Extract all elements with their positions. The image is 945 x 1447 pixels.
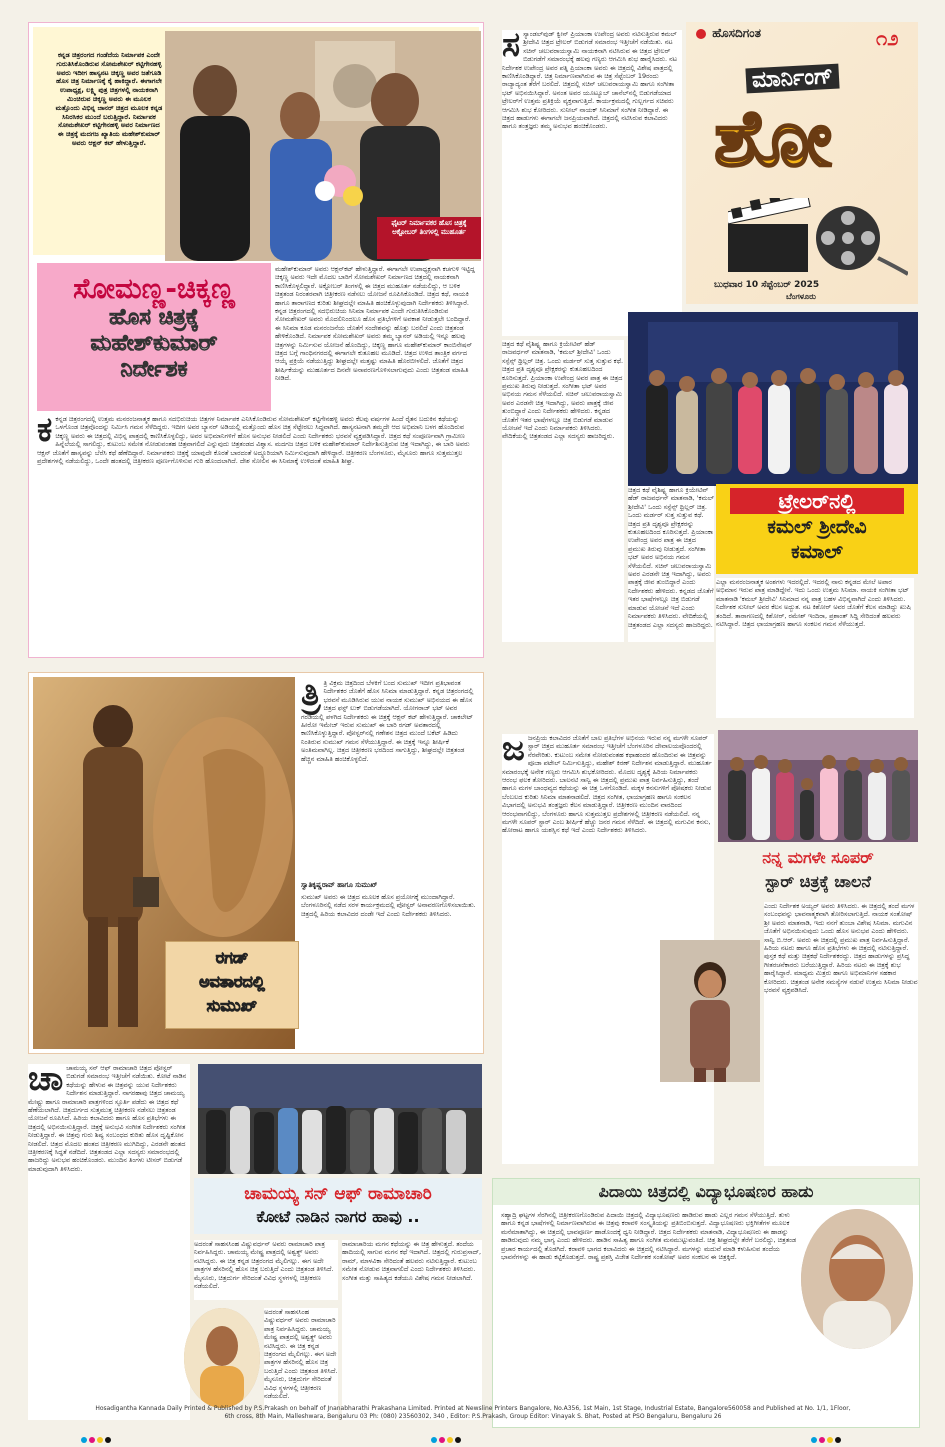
sumukh-subhead: ಸ್ವಾತಿಕೃಷ್ಣರಾವ್ ಹಾಗೂ ಸುಮುಖ್ <box>301 881 378 889</box>
muhurtha-photo <box>718 730 918 842</box>
dropcap-letter: ಜ <box>502 734 525 769</box>
brand-name: ಹೊಸದಿಗಂತ <box>712 26 761 40</box>
story4-headline-line1: ನನ್ನ ಮಗಳೇ ಸೂಪರ್ <box>762 848 874 867</box>
story4-body-right: ಎಂದು ನಿರ್ದೇಶಕ ಅಯ್ಯರ್ ಅವರು ತಿಳಿಸಿದರು. ಈ ಚಿತ್ರದಲ್ಲಿ ತಂದೆ ಮಗಳ ಸಂಬಂಧವನ್ನು ಭಾವನಾತ್ಮಕವಾಗಿ ತೋರಿಸಲಾಗುತ್ತಿದೆ. ನಾಯಕ ಸಂತೋಷ್ ಶ್ರೀ ಅವರು ಮಾತನಾಡಿ, ಇದು ನನಗೆ ತುಂಬಾ ವಿಶೇಷ ಸಿನಿಮಾ. ಮಗುವಿನ ಜೊತೆಗೆ ಅಭಿನಯಿಸುವುದು ಒಂದು ಹೊಸ ಅನುಭವ ಎಂದು ಹೇಳಿದರು. ಸಾನ್ವಿ ಬಿ.ಆರ್. ಅವರು ಈ ಚಿತ್ರದಲ್ಲಿ ಪ್ರಮುಖ ಪಾತ್ರ ನಿರ್ವಹಿಸುತ್ತಿದ್ದಾರೆ. ಹಿರಿಯ ನಟರು ಹಾಗೂ ಹೊಸ ಪ್ರತಿಭೆಗಳು ಈ ಚಿತ್ರದಲ್ಲಿ ನಟಿಸುತ್ತಿದ್ದಾರೆ. ಪುಸ್ತಕ ಕಥೆ ಮತ್ತು ಚಿತ್ರಕಥೆ ನಿರ್ದೇಶಕರದ್ದು. ಚಿತ್ರದ ಹಾಡುಗಳನ್ನು ಪ್ರಸಿದ್ಧ ಗೀತರಚನೆಕಾರರು ಬರೆಯುತ್ತಿದ್ದಾರೆ. ಹಿರಿಯ ನಟರು ಈ ಚಿತ್ರಕ್ಕೆ ಶುಭ ಹಾರೈಸಿದ್ದಾರೆ. ಮಾಧ್ಯಮ ಮಿತ್ರರು ಹಾಗೂ ಅಭಿಮಾನಿಗಳ ಸಹಕಾರ ಕೋರಿದರು. ಚಿತ್ರತಂಡ ಅನೇಕ ಸಮಸ್ಯೆಗಳ ನಡುವೆ ಉತ್ತಮ ಸಿನಿಮಾ ನೀಡುವ ಭರವಸೆ ವ್ಯಕ್ತಪಡಿಸಿದೆ. <box>764 902 918 1166</box>
director-portrait <box>184 1308 260 1408</box>
issue-city: ಬೆಂಗಳೂರು <box>786 292 816 301</box>
trailer-event-photo <box>628 312 918 486</box>
sumukh-headline-line2: ಅವತಾರದಲ್ಲಿ <box>199 972 265 991</box>
vidyabhushana-portrait <box>801 1209 913 1349</box>
child-photo <box>660 940 760 1082</box>
story-nanna-magale <box>492 730 918 1170</box>
story-body-right: ಮಹೇಶ್‌ಕುಮಾರ್ ಅವರು ಆಕ್ಷನ್‌ಕಟ್ ಹೇಳುತ್ತಿದ್ದಾರೆ. ಈಗಾಗಲೇ ಉಪಾಧ್ಯಕ್ಷನಾಗಿ ಕಚಗುಳಿ ಇಟ್ಟಿದ್ದ ಚಿಕ್ಕಣ್ಣ ಅವರು ಇದೇ ಮೊದಲ ಬಾರಿಗೆ ಸೋಮಶೇಖರ್ ನಿರ್ಮಾಣದ ಚಿತ್ರದಲ್ಲಿ ನಾಯಕನಾಗಿ ಕಾಣಿಸಿಕೊಳ್ಳಲಿದ್ದಾರೆ. ಅಕ್ಟೋಬರ್ ತಿಂಗಳಲ್ಲಿ ಈ ಚಿತ್ರದ ಮುಹೂರ್ತ ನಡೆಯಲಿದ್ದು, ಆ ಬಳಿಕ ಚಿತ್ರತಂಡ ನಿರಂತರವಾಗಿ ಚಿತ್ರೀಕರಣ ನಡೆಸಲು ಯೋಜನೆ ರೂಪಿಸಿಕೊಂಡಿದೆ. ಚಿತ್ರದ ಕಥೆ, ನಾಯಕಿ ಹಾಗೂ ತಾರಾಗಣದ ಕುರಿತು ಶೀಘ್ರದಲ್ಲೇ ಮಾಹಿತಿ ಹಂಚಿಕೊಳ್ಳುವುದಾಗಿ ನಿರ್ದೇಶಕರು ತಿಳಿಸಿದ್ದಾರೆ. ಕನ್ನಡ ಚಿತ್ರರಂಗದಲ್ಲಿ ಸದಭಿರುಚಿಯ ಸಿನಿಮಾ ನಿರ್ಮಾಪಕ ಎಂದೇ ಗುರುತಿಸಿಕೊಂಡಿರುವ ಸೋಮಶೇಖರ್ ಅವರು ಮೊದಲಿನಿಂದಲೂ ಹೊಸ ಪ್ರತಿಭೆಗಳಿಗೆ ಅವಕಾಶ ನೀಡುತ್ತಲೇ ಬಂದಿದ್ದಾರೆ. ಈ ಸಿನಿಮಾ ಕೂಡ ಮನರಂಜನೆಯ ಜೊತೆಗೆ ಸಂದೇಶವನ್ನು ಹೊತ್ತು ಬರಲಿದೆ ಎಂದು ಚಿತ್ರತಂಡ ಹೇಳಿಕೊಂಡಿದೆ. ನಿರ್ಮಾಪಕ ಸೋಮಶೇಖರ್ ಅವರು ತಮ್ಮ ಬ್ಯಾನರ್ ಅಡಿಯಲ್ಲಿ ಇನ್ನೂ ಹಲವು ಚಿತ್ರಗಳನ್ನು ನಿರ್ಮಿಸುವ ಯೋಜನೆ ಹೊಂದಿದ್ದು, ಚಿಕ್ಕಣ್ಣ ಹಾಗೂ ಮಹೇಶ್‌ಕುಮಾರ್ ಕಾಂಬಿನೇಷನ್ ಚಿತ್ರದ ಬಗ್ಗೆ ಗಾಂಧಿನಗರದಲ್ಲಿ ಈಗಾಗಲೇ ಕುತೂಹಲ ಮೂಡಿದೆ. ಚಿತ್ರದ ಉಳಿದ ತಾಂತ್ರಿಕ ವರ್ಗದ ಆಯ್ಕೆ ಪ್ರಕ್ರಿಯೆ ನಡೆಯುತ್ತಿದ್ದು ಶೀಘ್ರದಲ್ಲೇ ಮತ್ತಷ್ಟು ಮಾಹಿತಿ ಹೊರಬೀಳಲಿದೆ. ಜೊತೆಗೆ ಚಿತ್ರದ ಶೀರ್ಷಿಕೆಯನ್ನು ಮುಹೂರ್ತದ ದಿನವೇ ಅನಾವರಣಗೊಳಿಸಲಾಗುವುದು ಎಂದು ಚಿತ್ರತಂಡ ಮಾಹಿತಿ ನೀಡಿದೆ. <box>275 265 475 383</box>
story4-headline-line2: ಸ್ಟಾರ್ ಚಿತ್ರಕ್ಕೆ ಚಾಲನೆ <box>765 872 871 891</box>
story2-body-col1-text: ಸ್ಯಾಂಡಲ್‌ವುಡ್ ಕ್ವೀನ್ ಪ್ರಿಯಾಂಕಾ ಉಪೇಂದ್ರ ಅವರು ನಟಿಸುತ್ತಿರುವ ಕಮಲ್ ಶ್ರೀದೇವಿ ಚಿತ್ರದ ಟ್ರೇಲರ್ ಬಿಡುಗಡೆ ಸಮಾರಂಭ ಇತ್ತೀಚೆಗೆ ನಡೆಯಿತು. ನಟ ಸಚಿನ್ ಚಲುವರಾಯಸ್ವಾಮಿ ನಾಯಕನಾಗಿ ನಟಿಸಿರುವ ಈ ಚಿತ್ರದ ಟ್ರೇಲರ್ ಬಿಡುಗಡೆಗೆ ಸಮಾರಂಭಕ್ಕೆ ಹಲವು ಗಣ್ಯರು ಆಗಮಿಸಿ ಶುಭ ಹಾರೈಸಿದರು. ನಟ ನಿರ್ದೇಶಕ ಉಪೇಂದ್ರ ಅವರ ಪತ್ನಿ ಪ್ರಿಯಾಂಕಾ ಅವರು ಈ ಚಿತ್ರದಲ್ಲಿ ವಿಶೇಷ ಪಾತ್ರದಲ್ಲಿ ಕಾಣಿಸಿಕೊಂಡಿದ್ದಾರೆ. ಚಿತ್ರ ನಿರ್ಮಾಣವಾಗಿರುವ ಈ ಚಿತ್ರ ಸೆಪ್ಟೆಂಬರ್ 19ರಂದು ರಾಜ್ಯಾದ್ಯಂತ ತೆರೆಗೆ ಬರಲಿದೆ. ಚಿತ್ರದಲ್ಲಿ ಸಚಿನ್ ಚಲುವರಾಯಸ್ವಾಮಿ ಹಾಗೂ ಸಂಗೀತಾ ಭಟ್ ಅಭಿನಯಿಸಿದ್ದಾರೆ. ಅನಂತ ಅವರ ಯೂಟ್ಯೂಬ್ ಚಾನೆಲ್‌ನಲ್ಲಿ ಬಿಡುಗಡೆಯಾದ ಟ್ರೇಲರ್‌ಗೆ ಉತ್ತಮ ಪ್ರತಿಕ್ರಿಯೆ ವ್ಯಕ್ತವಾಗುತ್ತಿದೆ. ಕಾರ್ಯಕ್ರಮದಲ್ಲಿ ಗುಲ್ಬರ್ಗದ ಸಚಿವರು ಆಗಮಿಸಿ ಶುಭ ಕೋರಿದರು. ಸುನೀಲ್ ನಾಯಕ್ ಸಿನಿಮಾಗೆ ಸಂಗೀತ ನೀಡಿದ್ದಾರೆ. ಈ ಚಿತ್ರದ ಹಾಡುಗಳು ಈಗಾಗಲೇ ಜನಪ್ರಿಯವಾಗಿದೆ. ಚಿತ್ರದಲ್ಲಿ ನಟಿಸಿರುವ ಕಲಾವಿದರು ಹಾಗೂ ತಂತ್ರಜ್ಞರು ತಮ್ಮ ಅನುಭವ ಹಂಚಿಕೊಂಡರು. <box>502 30 678 131</box>
story-somanna-chikkanna <box>28 22 484 658</box>
imprint-line2: 6th cross, 8th Main, Malleshwara, Bengaluru 03 Ph: (080) 23560302, 340 , Editor: P.S.Prakash, Group Editor: Vinayak S. Bhat, Posted at PSO Bengaluru, Bengaluru 26 <box>224 1413 722 1420</box>
sumukh-headline-line3: ಸುಮುಖ್ <box>206 996 258 1015</box>
story2-headline-box <box>716 484 918 574</box>
headline-line2: ಹೊಸ ಚಿತ್ರಕ್ಕೆ <box>109 305 199 330</box>
dropcap-letter: ಚಾ <box>28 1064 64 1099</box>
director-portrait-illustration <box>184 1308 260 1408</box>
section-title-line2: ಶೋ <box>714 94 831 184</box>
sumukh-body2: ಸುಮುಖ್ ಅವರು ಈ ಚಿತ್ರದ ಮೂಲಕ ಹೊಸ ಪ್ರಯೋಗಕ್ಕೆ ಮುಂದಾಗಿದ್ದಾರೆ. ಬೆಂಗಳೂರಿನಲ್ಲಿ ನಡೆದ ಸರಳ ಕಾರ್ಯಕ್ರಮದಲ್ಲಿ ಪೋಸ್ಟರ್ ಅನಾವರಣಗೊಳಿಸಲಾಯಿತು. ಚಿತ್ರದಲ್ಲಿ ಹಿರಿಯ ಕಲಾವಿದರ ದಂಡೇ ಇದೆ ಎಂದು ನಿರ್ದೇಶಕರು ತಿಳಿಸಿದರು. <box>301 893 476 918</box>
dropcap-letter: ತ್ರಿ <box>301 679 321 714</box>
vidyabhushana-illustration <box>801 1209 913 1349</box>
story6-body: ಸಹ್ಯಾದ್ರಿ ಘಟ್ಟಗಳ ಸೆರಗಿನಲ್ಲಿ ಚಿತ್ರೀಕರಣಗೊಂಡಿರುವ ಪಿದಾಯಿ ಚಿತ್ರದಲ್ಲಿ ವಿದ್ಯಾಭೂಷಣರು ಹಾಡಿರುವ ಹಾಡು ಎಲ್ಲರ ಗಮನ ಸೆಳೆಯುತ್ತಿದೆ. ತುಳು ಹಾಗೂ ಕನ್ನಡ ಭಾಷೆಗಳಲ್ಲಿ ನಿರ್ಮಾಣವಾಗಿರುವ ಈ ಚಿತ್ರವು ಕರಾವಳಿ ಸಂಸ್ಕೃತಿಯನ್ನು ಪ್ರತಿಬಿಂಬಿಸುತ್ತದೆ. ವಿದ್ಯಾಭೂಷಣರು ಭಕ್ತಿಗೀತೆಗಳ ಮೂಲಕ ಮನೆಮಾತಾಗಿದ್ದು, ಈ ಚಿತ್ರದಲ್ಲಿ ಭಾವಪೂರ್ಣ ಹಾಡೊಂದಕ್ಕೆ ಧ್ವನಿ ನೀಡಿದ್ದಾರೆ. ಚಿತ್ರದ ನಿರ್ದೇಶಕರು ಮಾತನಾಡಿ, ವಿದ್ಯಾಭೂಷಣರು ಈ ಹಾಡನ್ನು ಹಾಡಿರುವುದು ನಮ್ಮ ಭಾಗ್ಯ ಎಂದು ಹೇಳಿದರು. ಹಾಡಿನ ಸಾಹಿತ್ಯ ಹಾಗೂ ಸಂಗೀತ ಮನಮುಟ್ಟುವಂತಿದೆ. ಚಿತ್ರ ಶೀಘ್ರದಲ್ಲೇ ತೆರೆಗೆ ಬರಲಿದ್ದು, ಚಿತ್ರತಂಡ ಪ್ರಚಾರ ಕಾರ್ಯದಲ್ಲಿ ತೊಡಗಿದೆ. ಕರಾವಳಿ ಭಾಗದ ಕಲಾವಿದರು ಈ ಚಿತ್ರದಲ್ಲಿ ನಟಿಸಿದ್ದಾರೆ. ಮಗಳನ್ನು ಮದುವೆ ಮಾಡಿ ಕಳುಹಿಸುವ ತಂದೆಯ ಭಾವನೆಗಳನ್ನು ಈ ಹಾಡು ಕಟ್ಟಿಕೊಡುತ್ತದೆ. ರಾಷ್ಟ್ರ ಪ್ರಶಸ್ತಿ ವಿಜೇತ ನಿರ್ದೇಶಕ ಸಂತೋಷ್ ಅವರ ಸಂಕಲನ ಈ ಚಿತ್ರಕ್ಕಿದೆ. <box>501 1211 797 1262</box>
registration-dots-left <box>80 1428 112 1447</box>
chamayya-team-photo <box>198 1064 482 1174</box>
footer-imprint <box>28 1405 918 1421</box>
story2-body-col1-cont: ಚಿತ್ರದ ಕಥೆ ವೈಶಿಷ್ಟ್ಯ ಹಾಗೂ ಕ್ರಿಯೇಟಿವ್ ಹೆಡ್ ರಾಜವರ್ಧನ್ ಮಾತನಾಡಿ, 'ಕಮಲ್ ಶ್ರೀದೇವಿ' ಒಂದು ಸಸ್ಪೆನ್ಸ್ ಥ್ರಿಲ್ಲರ್ ಚಿತ್ರ. ಒಂದು ಮರ್ಡರ್ ಸುತ್ತ ಸುತ್ತುವ ಕಥೆ. ಚಿತ್ರದ ಪ್ರತಿ ದೃಶ್ಯವೂ ಪ್ರೇಕ್ಷಕರನ್ನು ಕುತೂಹಲದಿಂದ ಕೂರಿಸುತ್ತದೆ. ಪ್ರಿಯಾಂಕಾ ಉಪೇಂದ್ರ ಅವರ ಪಾತ್ರ ಈ ಚಿತ್ರದ ಪ್ರಮುಖ ತಿರುವು ನೀಡುತ್ತದೆ. ಸಂಗೀತಾ ಭಟ್ ಅವರ ಅಭಿನಯ ಗಮನ ಸೆಳೆಯಲಿದೆ. ಸಚಿನ್ ಚಲುವರಾಯಸ್ವಾಮಿ ಅವರ ಎರಡನೇ ಚಿತ್ರ ಇದಾಗಿದ್ದು, ಅವರು ಪಾತ್ರಕ್ಕೆ ಜೀವ ತುಂಬಿದ್ದಾರೆ ಎಂದು ನಿರ್ದೇಶಕರು ಹೇಳಿದರು. ಕನ್ನಡದ ಜೊತೆಗೆ ಇತರ ಭಾಷೆಗಳಲ್ಲೂ ಚಿತ್ರ ಬಿಡುಗಡೆ ಮಾಡುವ ಯೋಚನೆ ಇದೆ ಎಂದು ನಿರ್ಮಾಪಕರು ತಿಳಿಸಿದರು. ವೇದಿಕೆಯಲ್ಲಿ ಚಿತ್ರತಂಡದ ಎಲ್ಲಾ ಸದಸ್ಯರು ಹಾಜರಿದ್ದರು. <box>502 340 624 642</box>
story5-body-col3: ರಾಮಾಚಾರಿಯ ಮಗನ ಕಥೆಯನ್ನು ಈ ಚಿತ್ರ ಹೇಳುತ್ತದೆ. ತಂದೆಯ ಹಾದಿಯಲ್ಲಿ ಸಾಗುವ ಮಗನ ಕಥೆ ಇದಾಗಿದೆ. ಚಿತ್ರದಲ್ಲಿ ಗುರುಪ್ರಸಾದ್, ರಾಮ್, ಮಾಳವಿಕಾ ಸೇರಿದಂತೆ ಹಲವರು ನಟಿಸುತ್ತಿದ್ದಾರೆ. ಕುಟುಂಬ ಸಮೇತ ನೋಡುವ ಚಿತ್ರವಾಗಲಿದೆ ಎಂದು ನಿರ್ದೇಶಕರು ತಿಳಿಸಿದರು. ಸಂಗೀತ ಮತ್ತು ಸಾಹಿತ್ಯದ ಕಡೆಯೂ ವಿಶೇಷ ಗಮನ ನೀಡಲಾಗಿದೆ. <box>342 1240 482 1420</box>
dropcap-letter: ಸ <box>502 30 521 65</box>
story-kamal-sridevi <box>492 22 918 712</box>
photo-caption: ಫೈಟರ್ ನಿರ್ಮಾಪಕರ ಹೊಸ ಚಿತ್ರಕ್ಕೆ ಅಕ್ಟೋಬರ್ ತಿಂಗಳಲ್ಲಿ ಮುಹೂರ್ತ <box>391 219 467 236</box>
child-illustration <box>660 940 760 1082</box>
story2-body-col3: ಎಲ್ಲಾ ಮನರಂಜನಾತ್ಮಕ ಅಂಶಗಳು ಇದರಲ್ಲಿದೆ. ಇದರಲ್ಲಿ ನಾನು ಕನ್ನಡದ ಮೇಲೆ ಅಪಾರ ಅಭಿಮಾನ ಇರುವ ಪಾತ್ರ ಮಾಡಿದ್ದೇನೆ. ಇದು ಒಂದು ಉತ್ತಮ ಸಿನಿಮಾ. ನಾಯಕಿ ಸಂಗೀತಾ ಭಟ್ ಮಾತನಾಡಿ 'ಕಮಲ್ ಶ್ರೀದೇವಿ' ಸಿನಿಮಾದ ನನ್ನ ಪಾತ್ರ ಬಹಳ ವಿಭಿನ್ನವಾಗಿದೆ ಎಂದು ತಿಳಿಸಿದರು. ನಿರ್ದೇಶಕ ಸುನೀಲ್ ಅವರ ಕೆಲಸ ಅದ್ಭುತ. ನಟ ಕಿಶೋರ್ ಅವರ ಜೊತೆಗೆ ಕೆಲಸ ಮಾಡಿದ್ದು ಖುಷಿ ತಂದಿದೆ. ತಾರಾಗಣದಲ್ಲಿ ಕಿಶೋರ್, ರಮೇಶ್ ಇಂದಿರಾ, ಪ್ರಶಾಂತ್ ಸಿದ್ದಿ ಸೇರಿದಂತೆ ಹಲವರು ನಟಿಸಿದ್ದಾರೆ. ಚಿತ್ರದ ಛಾಯಾಗ್ರಹಣ ಹಾಗೂ ಸಂಕಲನ ಗಮನ ಸೆಳೆಯುತ್ತದೆ. <box>716 578 914 718</box>
photo-caption-box <box>377 217 481 259</box>
sumukh-headline-box <box>165 941 299 1029</box>
headline-line3: ಮಹೇಶ್‌ಕುಮಾರ್ <box>90 331 218 356</box>
sumukh-body-text: ತ್ರಿ ವಿಕ್ರಮ ಚಿತ್ರದಿಂದ ಬೆಳಕಿಗೆ ಬಂದ ಸುಮುಖ್ ಇದೀಗ ಪ್ರತಿಭಾವಂತ ನಿರ್ದೇಶಕರ ಜೊತೆಗೆ ಹೊಸ ಸಿನಿಮಾ ಮಾಡುತ್ತಿದ್ದಾರೆ. ಕನ್ನಡ ಚಿತ್ರರಂಗದಲ್ಲಿ ಭರವಸೆ ಮೂಡಿಸಿರುವ ಯುವ ನಾಯಕ ಸುಮುಖ್ ಅಭಿನಯದ ಈ ಹೊಸ ಚಿತ್ರದ ಫಸ್ಟ್ ಲುಕ್ ಬಿಡುಗಡೆಯಾಗಿದೆ. ಯೋಗರಾಜ್ ಭಟ್ ಅವರ ಗರಡಿಯಲ್ಲಿ ಪಳಗಿದ ನಿರ್ದೇಶಕರು ಈ ಚಿತ್ರಕ್ಕೆ ಆಕ್ಷನ್ ಕಟ್ ಹೇಳುತ್ತಿದ್ದಾರೆ. ಚಾಕಲೇಟ್ ಹೀರೋ ಇಮೇಜ್ ಇರುವ ಸುಮುಖ್ ಈ ಬಾರಿ ರಗಡ್ ಅವತಾರದಲ್ಲಿ ಕಾಣಿಸಿಕೊಳ್ಳುತ್ತಿದ್ದಾರೆ. ಪೋಸ್ಟರ್‌ನಲ್ಲಿ ಗಣೇಶನ ಚಿತ್ರದ ಮುಂದೆ ಬಕೆಟ್ ಹಿಡಿದು ನಿಂತಿರುವ ಸುಮುಖ್ ಗಮನ ಸೆಳೆಯುತ್ತಿದ್ದಾರೆ. ಈ ಚಿತ್ರಕ್ಕೆ ಇನ್ನೂ ಶೀರ್ಷಿಕೆ ಅಂತಿಮವಾಗಿಲ್ಲ. ಚಿತ್ರದ ಚಿತ್ರೀಕರಣ ಭರದಿಂದ ಸಾಗುತ್ತಿದ್ದು, ಶೀಘ್ರದಲ್ಲೇ ಚಿತ್ರತಂಡ ಹೆಚ್ಚಿನ ಮಾಹಿತಿ ಹಂಚಿಕೊಳ್ಳಲಿದೆ. <box>301 679 474 763</box>
story5-body-col1 <box>28 1064 190 1420</box>
story4-headline-box <box>718 846 918 898</box>
story5-body-col2b: ಅದರಂತೆ ಸಾಹಸಸಿಂಹ ವಿಷ್ಣುವರ್ಧನ್ ಅವರು ರಾಮಾಚಾರಿ ಪಾತ್ರ ನಿರ್ವಹಿಸಿದ್ದರು. ಚಾಮಯ್ಯ ಮೇಷ್ಟ್ರ ಪಾತ್ರದಲ್ಲಿ ಅಶ್ವತ್ಥ್ ಅವರು ನಟಿಸಿದ್ದರು. ಈ ಚಿತ್ರ ಕನ್ನಡ ಚಿತ್ರರಂಗದ ಮೈಲಿಗಲ್ಲು. ಈಗ ಅದೇ ಪಾತ್ರಗಳ ಹೆಸರಿನಲ್ಲಿ ಹೊಸ ಚಿತ್ರ ಬರುತ್ತಿದೆ ಎಂದು ಚಿತ್ರತಂಡ ತಿಳಿಸಿದೆ. ಮೈಸೂರು, ಚಿತ್ರದುರ್ಗ ಸೇರಿದಂತೆ ವಿವಿಧ ಸ್ಥಳಗಳಲ್ಲಿ ಚಿತ್ರೀಕರಣ ನಡೆಯಲಿದೆ. <box>264 1308 338 1420</box>
headline-line1: ಸೋಮಣ್ಣ-ಚಿಕ್ಕಣ್ಣ <box>73 272 235 305</box>
story5-body-col2: ಅದರಂತೆ ಸಾಹಸಸಿಂಹ ವಿಷ್ಣುವರ್ಧನ್ ಅವರು ರಾಮಾಚಾರಿ ಪಾತ್ರ ನಿರ್ವಹಿಸಿದ್ದರು. ಚಾಮಯ್ಯ ಮೇಷ್ಟ್ರ ಪಾತ್ರದಲ್ಲಿ ಅಶ್ವತ್ಥ್ ಅವರು ನಟಿಸಿದ್ದರು. ಈ ಚಿತ್ರ ಕನ್ನಡ ಚಿತ್ರರಂಗದ ಮೈಲಿಗಲ್ಲು. ಈಗ ಅದೇ ಪಾತ್ರಗಳ ಹೆಸರಿನಲ್ಲಿ ಹೊಸ ಚಿತ್ರ ಬರುತ್ತಿದೆ ಎಂದು ಚಿತ್ರತಂಡ ತಿಳಿಸಿದೆ. ಮೈಸೂರು, ಚಿತ್ರದುರ್ಗ ಸೇರಿದಂತೆ ವಿವಿಧ ಸ್ಥಳಗಳಲ್ಲಿ ಚಿತ್ರೀಕರಣ ನಡೆಯಲಿದೆ. <box>194 1240 338 1300</box>
stage-group-illustration <box>628 312 918 486</box>
story5-headline-box <box>194 1178 482 1234</box>
story6-headline: ಪಿದಾಯಿ ಚಿತ್ರದಲ್ಲಿ ವಿದ್ಯಾಭೂಷಣರ ಹಾಡು <box>598 1182 814 1201</box>
sumukh-headline-line1: ರಗಡ್ <box>215 948 249 967</box>
story4-body-left-text: ಜನಪ್ರಿಯ ಕಲಾವಿದರ ಜೊತೆಗೆ ಬಾಲ ಪ್ರತಿಭೆಗಳ ಅಭಿನಯ ಇರುವ ನನ್ನ ಮಗಳೇ ಸೂಪರ್ ಸ್ಟಾರ್ ಚಿತ್ರದ ಮುಹೂರ್ತ ಸಮಾರಂಭ ಇತ್ತೀಚೆಗೆ ಬೆಂಗಳೂರಿನ ದೇವಾಲಯವೊಂದರಲ್ಲಿ ನೆರವೇರಿತು. ಕುಟುಂಬ ಸಮೇತ ನೋಡುವಂತಹ ಕಥಾಹಂದರ ಹೊಂದಿರುವ ಈ ಚಿತ್ರವನ್ನು ಪೂಜಾ ಪಟೇಲ್ ನಿರ್ಮಿಸುತ್ತಿದ್ದು, ಮಹೇಶ್ ಕಿರಣ್ ನಿರ್ದೇಶನ ಮಾಡುತ್ತಿದ್ದಾರೆ. ಮುಹೂರ್ತ ಸಮಾರಂಭಕ್ಕೆ ಅನೇಕ ಗಣ್ಯರು ಆಗಮಿಸಿ ಶುಭಕೋರಿದರು. ಮೊದಲ ದೃಶ್ಯಕ್ಕೆ ಹಿರಿಯ ನಿರ್ಮಾಪಕರು ಆರಂಭ ಫಲಕ ತೋರಿದರು. ಬಾಲನಟಿ ಸಾನ್ವಿ ಈ ಚಿತ್ರದಲ್ಲಿ ಪ್ರಮುಖ ಪಾತ್ರ ನಿರ್ವಹಿಸುತ್ತಿದ್ದು, ತಂದೆ ಹಾಗೂ ಮಗಳ ಬಾಂಧವ್ಯದ ಕಥೆಯನ್ನು ಈ ಚಿತ್ರ ಒಳಗೊಂಡಿದೆ. ಮಕ್ಕಳ ಕನಸುಗಳಿಗೆ ಪೋಷಕರು ನೀಡುವ ಬೆಂಬಲದ ಕುರಿತು ಸಿನಿಮಾ ಮಾತನಾಡಲಿದೆ. ಚಿತ್ರದ ಸಂಗೀತ, ಛಾಯಾಗ್ರಹಣ ಹಾಗೂ ಸಂಕಲನ ವಿಭಾಗದಲ್ಲಿ ಅನುಭವಿ ತಂತ್ರಜ್ಞರು ಕೆಲಸ ಮಾಡುತ್ತಿದ್ದಾರೆ. ಚಿತ್ರೀಕರಣ ಮುಂದಿನ ವಾರದಿಂದ ಆರಂಭವಾಗಲಿದ್ದು, ಬೆಂಗಳೂರು ಹಾಗೂ ಸುತ್ತಮುತ್ತಲ ಪ್ರದೇಶಗಳಲ್ಲಿ ಚಿತ್ರೀಕರಣ ನಡೆಯಲಿದೆ. ನನ್ನ ಮಗಳೇ ಸೂಪರ್ ಸ್ಟಾರ್ ಎಂಬ ಶೀರ್ಷಿಕೆ ಹೆಚ್ಚು ಜನರ ಗಮನ ಸೆಳೆದಿದೆ. ಈ ಚಿತ್ರದಲ್ಲಿ ಮಗುವಿನ ಕನಸು, ಹೋರಾಟ ಹಾಗೂ ಯಶಸ್ಸಿನ ಕಥೆ ಇದೆ ಎಂದು ನಿರ್ದೇಶಕರು ತಿಳಿಸಿದರು. <box>502 734 712 835</box>
story-intro-text: ಕನ್ನಡ ಚಿತ್ರರಂಗದ ಗಂಡೆದೆಯ ನಿರ್ಮಾಪಕ ಎಂದೇ ಗುರುತಿಸಿಕೊಂಡಿರುವ ಸೋಮಶೇಖರ್ ಕಟ್ಟಿಗೇನಹಳ್ಳಿ ಅವರು ಇದೀಗ ಹಾಸ್ಯನಟ ಚಿಕ್ಕಣ್ಣ ಅವರ ಜತೆಗೂಡಿ ಹೊಸ ಚಿತ್ರ ನಿರ್ಮಾಣಕ್ಕೆ ಕೈ ಹಾಕಿದ್ದಾರೆ. ಈಗಾಗಲೇ ಉಪಾಧ್ಯಕ್ಷ, ಲಕ್ಷ್ಮಿ ಪುತ್ರ ಚಿತ್ರಗಳಲ್ಲಿ ನಾಯಕನಾಗಿ ಮಿಂಚಿರುವ ಚಿಕ್ಕಣ್ಣ ಅವರು ಈ ಮೂಲಕ ಮತ್ತೊಂದು ವಿಭಿನ್ನ ಜಾನರ್ ಚಿತ್ರದ ಮೂಲಕ ಕನ್ನಡ ಸಿನಿರಸಿಕರ ಮುಂದೆ ಬರುತ್ತಿದ್ದಾರೆ. ನಿರ್ಮಾಪಕ ಸೋಮಶೇಖರ್ ಕಟ್ಟಿಗೇನಹಳ್ಳಿ ಅವರ ನಿರ್ಮಾಣದ ಈ ಚಿತ್ರಕ್ಕೆ ಮದಗಜ ಖ್ಯಾತಿಯ ಮಹೇಶ್‌ಕುಮಾರ್ ಅವರು ಆಕ್ಷನ್ ಕಟ್ ಹೇಳುತ್ತಿದ್ದಾರೆ. <box>55 51 163 147</box>
story-body-left <box>37 415 477 653</box>
registration-dots-mid <box>430 1428 462 1447</box>
story2-headline-line2: ಕಮಲ್ ಶ್ರೀದೇವಿ <box>767 516 867 538</box>
story5-headline-line2: ಕೋಟೆ ನಾಡಿನ ನಾಗರ ಹಾವು .. <box>256 1207 420 1226</box>
story-chamayya <box>28 1060 482 1426</box>
story-sumukh <box>28 672 484 1054</box>
issue-date: ಬುಧವಾರ 10 ಸೆಪ್ಟೆಂಬರ್ 2025 <box>714 280 820 290</box>
story2-headline-line1: ಟ್ರೇಲರ್‌ನಲ್ಲಿ <box>730 488 904 514</box>
story-body-left-text: ಕನ್ನಡ ಚಿತ್ರರಂಗದಲ್ಲಿ ಉತ್ತಮ ಮನರಂಜನಾತ್ಮಕ ಹಾಗೂ ಸದಭಿರುಚಿಯ ಚಿತ್ರಗಳ ನಿರ್ಮಾಪಕ ಎನಿಸಿಕೊಂಡಿರುವ ಸೋಮಶೇಖರ್ ಕಟ್ಟಿಗೇನಹಳ್ಳಿ ಅವರು ಕೆಲವು ವರ್ಷಗಳ ಹಿಂದೆ ರೈತನ ಬದುಕಿನ ಕಥೆಯನ್ನು ಒಳಗೊಂಡ ಚಿತ್ರವೊಂದನ್ನು ನಿರ್ಮಿಸಿ ಗಮನ ಸೆಳೆದಿದ್ದರು. ಇದೀಗ ಅವರ ಬ್ಯಾನರ್ ಅಡಿಯಲ್ಲಿ ಮತ್ತೊಂದು ಹೊಸ ಚಿತ್ರ ಸೆಟ್ಟೇರಲು ಸಿದ್ಧವಾಗಿದೆ. ಹಾಸ್ಯನಟನಾಗಿ ತಮ್ಮದೇ ಆದ ಅಭಿಮಾನಿ ಬಳಗ ಹೊಂದಿರುವ ಚಿಕ್ಕಣ್ಣ ಅವರು ಈ ಚಿತ್ರದಲ್ಲಿ ವಿಭಿನ್ನ ಪಾತ್ರದಲ್ಲಿ ಕಾಣಿಸಿಕೊಳ್ಳಲಿದ್ದು, ಅವರ ಅಭಿಮಾನಿಗಳಿಗೆ ಹೊಸ ಅನುಭವ ನೀಡಲಿದೆ ಎಂದು ನಿರ್ದೇಶಕರು ಭರವಸೆ ವ್ಯಕ್ತಪಡಿಸಿದ್ದಾರೆ. ಚಿತ್ರದ ಕಥೆ ಸಂಪೂರ್ಣವಾಗಿ ಗ್ರಾಮೀಣ ಹಿನ್ನೆಲೆಯಲ್ಲಿ ಸಾಗಲಿದ್ದು, ಕುಟುಂಬ ಸಮೇತ ನೋಡುವಂತಹ ಚಿತ್ರವಾಗಲಿದೆ ಎನ್ನುವುದು ಚಿತ್ರತಂಡದ ವಿಶ್ವಾಸ. ಮದಗಜ ಚಿತ್ರದ ಬಳಿಕ ಮಹೇಶ್‌ಕುಮಾರ್ ನಿರ್ದೇಶಿಸುತ್ತಿರುವ ಚಿತ್ರ ಇದಾಗಿದ್ದು, ಈ ಬಾರಿ ಅವರು ಆಕ್ಷನ್ ಜೊತೆಗೆ ಹಾಸ್ಯವನ್ನು ಬೆರೆಸಿ ಕಥೆ ಹೆಣೆದಿದ್ದಾರೆ. ನಿರ್ಮಾಪಕರು ಚಿತ್ರಕ್ಕೆ ಯಾವುದೇ ಕೊರತೆ ಬಾರದಂತೆ ಅದ್ಧೂರಿಯಾಗಿ ನಿರ್ಮಿಸುವುದಾಗಿ ಹೇಳಿದ್ದಾರೆ. ಚಿತ್ರೀಕರಣ ಬೆಂಗಳೂರು, ಮೈಸೂರು ಹಾಗೂ ಸುತ್ತಮುತ್ತಲ ಪ್ರದೇಶಗಳಲ್ಲಿ ನಡೆಯಲಿದ್ದು, ಒಂದೇ ಹಂತದಲ್ಲಿ ಚಿತ್ರೀಕರಣ ಪೂರ್ಣಗೊಳಿಸುವ ಗುರಿ ಹೊಂದಲಾಗಿದೆ. ದೇಶ ಸೋಲಿನ ಈ ಸಿನಿಮಾಕ್ಕೆ ಉಳಿದಂತೆ ಮಾಹಿತಿ ಶೀಘ್ರ. <box>37 415 470 466</box>
dropcap-letter: ಕ <box>37 415 53 450</box>
story2-body-col1 <box>502 30 682 336</box>
story6-headline-box <box>493 1179 919 1205</box>
sumukh-body <box>301 679 477 879</box>
story2-headline-line3: ಕಮಾಲ್ <box>791 541 843 563</box>
story2-body-col2: ಚಿತ್ರದ ಕಥೆ ವೈಶಿಷ್ಟ್ಯ ಹಾಗೂ ಕ್ರಿಯೇಟಿವ್ ಹೆಡ್ ರಾಜವರ್ಧನ್ ಮಾತನಾಡಿ, 'ಕಮಲ್ ಶ್ರೀದೇವಿ' ಒಂದು ಸಸ್ಪೆನ್ಸ್ ಥ್ರಿಲ್ಲರ್ ಚಿತ್ರ. ಒಂದು ಮರ್ಡರ್ ಸುತ್ತ ಸುತ್ತುವ ಕಥೆ. ಚಿತ್ರದ ಪ್ರತಿ ದೃಶ್ಯವೂ ಪ್ರೇಕ್ಷಕರನ್ನು ಕುತೂಹಲದಿಂದ ಕೂರಿಸುತ್ತದೆ. ಪ್ರಿಯಾಂಕಾ ಉಪೇಂದ್ರ ಅವರ ಪಾತ್ರ ಈ ಚಿತ್ರದ ಪ್ರಮುಖ ತಿರುವು ನೀಡುತ್ತದೆ. ಸಂಗೀತಾ ಭಟ್ ಅವರ ಅಭಿನಯ ಗಮನ ಸೆಳೆಯಲಿದೆ. ಸಚಿನ್ ಚಲುವರಾಯಸ್ವಾಮಿ ಅವರ ಎರಡನೇ ಚಿತ್ರ ಇದಾಗಿದ್ದು, ಅವರು ಪಾತ್ರಕ್ಕೆ ಜೀವ ತುಂಬಿದ್ದಾರೆ ಎಂದು ನಿರ್ದೇಶಕರು ಹೇಳಿದರು. ಕನ್ನಡದ ಜೊತೆಗೆ ಇತರ ಭಾಷೆಗಳಲ್ಲೂ ಚಿತ್ರ ಬಿಡುಗಡೆ ಮಾಡುವ ಯೋಚನೆ ಇದೆ ಎಂದು ನಿರ್ಮಾಪಕರು ತಿಳಿಸಿದರು. ವೇದಿಕೆಯಲ್ಲಿ ಚಿತ್ರತಂಡದ ಎಲ್ಲಾ ಸದಸ್ಯರು ಹಾಜರಿದ್ದರು. <box>628 486 714 642</box>
story5-body-col1-text: ಚಾಮಯ್ಯ ಸನ್ ಆಫ್ ರಾಮಾಚಾರಿ ಚಿತ್ರದ ಪೋಸ್ಟರ್ ಬಿಡುಗಡೆ ಸಮಾರಂಭ ಇತ್ತೀಚೆಗೆ ನಡೆಯಿತು. ಕೋಟೆ ನಾಡಿನ ಕಥೆಯನ್ನು ಹೇಳುವ ಈ ಚಿತ್ರವನ್ನು ಯುವ ನಿರ್ದೇಶಕರು ನಿರ್ದೇಶನ ಮಾಡುತ್ತಿದ್ದಾರೆ. ನಾಗರಹಾವು ಚಿತ್ರದ ಚಾಮಯ್ಯ ಮೇಷ್ಟ್ರು ಹಾಗೂ ರಾಮಾಚಾರಿ ಪಾತ್ರಗಳಿಂದ ಸ್ಫೂರ್ತಿ ಪಡೆದು ಈ ಚಿತ್ರದ ಕಥೆ ಹೆಣೆಯಲಾಗಿದೆ. ಚಿತ್ರದುರ್ಗದ ಸುತ್ತಮುತ್ತ ಚಿತ್ರೀಕರಣ ನಡೆಸಲು ಚಿತ್ರತಂಡ ಯೋಜನೆ ರೂಪಿಸಿದೆ. ಹಿರಿಯ ಕಲಾವಿದರು ಹಾಗೂ ಹೊಸ ಪ್ರತಿಭೆಗಳು ಈ ಚಿತ್ರದಲ್ಲಿ ಅಭಿನಯಿಸುತ್ತಿದ್ದಾರೆ. ಚಿತ್ರಕ್ಕೆ ಅನುಭವಿ ಸಂಗೀತ ನಿರ್ದೇಶಕರು ಸಂಗೀತ ನೀಡುತ್ತಿದ್ದಾರೆ. ಈ ಚಿತ್ರವು ಗುರು ಶಿಷ್ಯ ಸಂಬಂಧದ ಕುರಿತು ಹೊಸ ದೃಷ್ಟಿಕೋನ ನೀಡಲಿದೆ. ಚಿತ್ರದ ಮೊದಲ ಹಂತದ ಚಿತ್ರೀಕರಣ ಮುಗಿದಿದ್ದು, ಎರಡನೇ ಹಂತದ ಚಿತ್ರೀಕರಣಕ್ಕೆ ಸಿದ್ಧತೆ ನಡೆದಿದೆ. ಚಿತ್ರತಂಡದ ಎಲ್ಲಾ ಸದಸ್ಯರು ಸಮಾರಂಭದಲ್ಲಿ ಹಾಜರಿದ್ದು ಅನುಭವ ಹಂಚಿಕೊಂಡರು. ಮುಂದಿನ ತಿಂಗಳು ಟೀಸರ್ ಬಿಡುಗಡೆ ಮಾಡುವುದಾಗಿ ತಿಳಿಸಿದರು. <box>28 1064 187 1173</box>
story-vidyabhushana <box>492 1178 920 1428</box>
registration-dots-right <box>810 1428 842 1447</box>
story5-headline-line1: ಚಾಮಯ್ಯ ಸನ್ ಆಫ್ ರಾಮಾಚಾರಿ <box>244 1184 432 1204</box>
headline-box <box>37 263 271 411</box>
page-number: ೧೨ <box>876 26 899 50</box>
section-title-line1: ಮಾರ್ನಿಂಗ್ <box>745 64 839 94</box>
muhurtha-group-illustration <box>718 730 918 842</box>
team-illustration <box>198 1064 482 1174</box>
imprint-line1: Hosadigantha Kannada Daily Printed & Published by P.S.Prakash on behalf of Jnanabharathi Prakashana Limited. Printed at Newsline Printers Bangalore, No.A356, 1st Main, 1st Stage, Industrial Estate, Bangalore560058 and Published at No. 1/1, 1Floor, <box>95 1405 851 1412</box>
headline-line4: ನಿರ್ದೇಶಕ <box>120 357 188 382</box>
